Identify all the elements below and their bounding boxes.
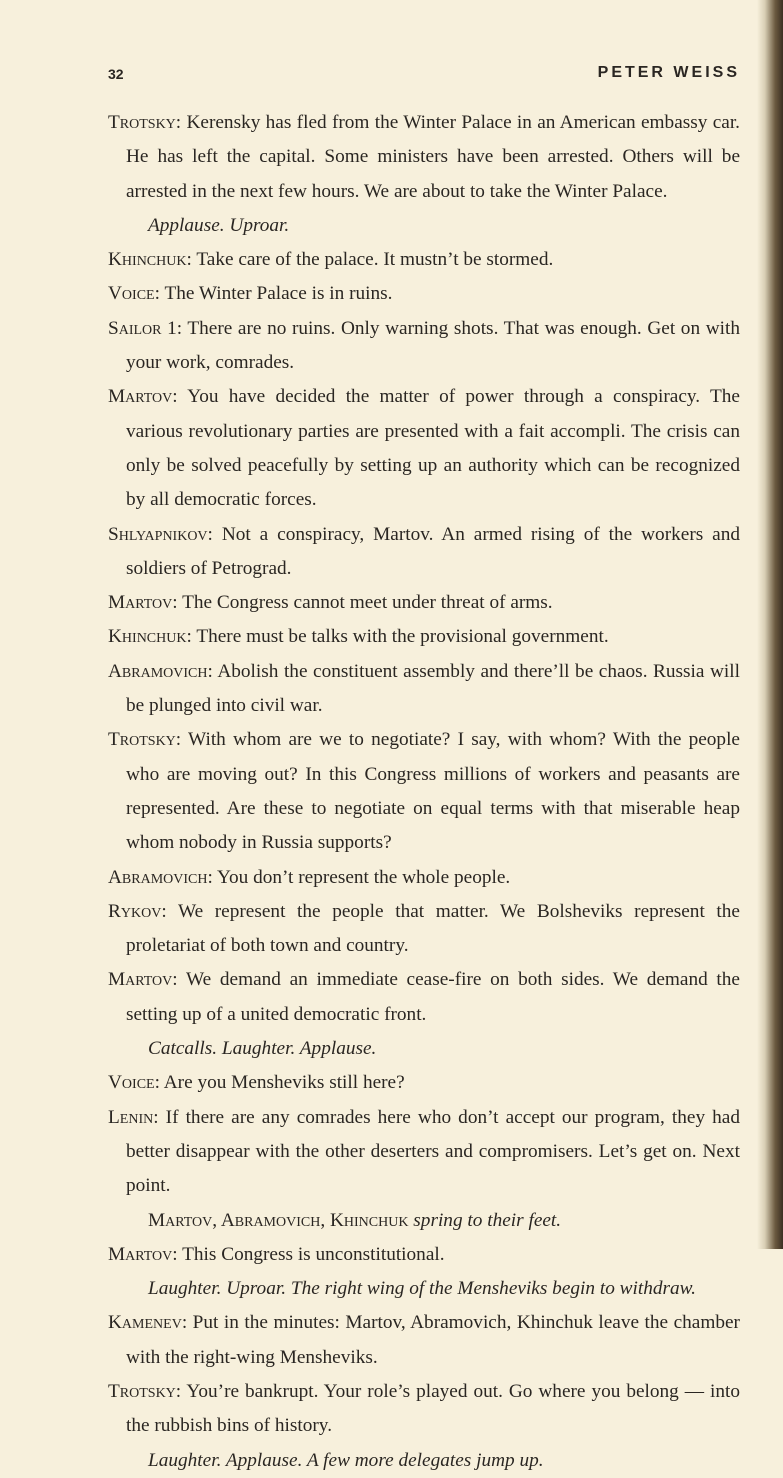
stage-direction-text: Laughter. Uproar. The right wing of the Mensheviks begin to withdraw.	[148, 1278, 696, 1300]
running-head-author: PETER WEISS	[597, 64, 740, 81]
speaker-name: Voice	[108, 283, 155, 305]
speech-text: The Winter Palace is in ruins.	[164, 283, 393, 305]
speech-line: Rykov: We represent the people that matter. We Bolsheviks represent the proletariat of both town and country.	[108, 900, 740, 957]
speech-text: You’re bankrupt. Your role’s played out. Go where you belong — into the rubbish bins of history.	[126, 1380, 740, 1437]
stage-direction	[108, 209, 740, 243]
stage-direction-text: Laughter. Applause. A few more delegates jump up.	[148, 1449, 544, 1471]
speech-text: This Congress is unconstitutional.	[182, 1243, 445, 1265]
stage-direction	[108, 1204, 740, 1238]
speech-text: If there are any comrades here who don’t accept our program, they had better disappear with the other deserters and compromisers. Let’s get on. Next point.	[126, 1106, 740, 1197]
speaker-name: Voice	[108, 1072, 155, 1094]
speaker-name: Trotsky	[108, 1380, 176, 1402]
speech-line: Trotsky: You’re bankrupt. Your role’s played out. Go where you belong — into the rubbish bins of history.	[108, 1380, 740, 1437]
speech-line: Trotsky: With whom are we to negotiate? I say, with whom? With the people who are moving out? In this Congress millions of workers and peasants are represented. Are these to negotiate on equal terms with that miserable heap whom nobody in Russia supports?	[108, 729, 740, 854]
speech-line: Abramovich: You don’t represent the whole people.	[108, 866, 511, 888]
speech-text: We demand an immediate cease-fire on both sides. We demand the setting up of a united democratic front.	[126, 969, 740, 1025]
stage-direction	[108, 1444, 740, 1478]
speaker-name: Khinchuk	[108, 626, 187, 648]
speech-line: Kamenev: Put in the minutes: Martov, Abramovich, Khinchuk leave the chamber with the right-wing Mensheviks.	[108, 1312, 740, 1368]
stage-direction-text: spring to their feet.	[413, 1209, 562, 1231]
speaker-name: Trotsky	[108, 112, 176, 133]
speech-line: Trotsky: Kerensky has fled from the Winter Palace in an American embassy car. He has left the capital. Some ministers have been arrested. Others will be arrested in the next few hours. We are about to take the Winter Palace.	[108, 112, 740, 202]
stage-direction	[108, 1272, 740, 1306]
speaker-name: Kamenev	[108, 1312, 182, 1334]
page-edge-shadow	[757, 0, 783, 1249]
page-number: 32	[108, 66, 124, 82]
speaker-name: Shlyapnikov	[108, 523, 208, 545]
speech-line: Khinchuk: Take care of the palace. It mustn’t be stormed.	[108, 249, 554, 271]
speech-text: Put in the minutes: Martov, Abramovich, Khinchuk leave the chamber with the right-wing Mensheviks.	[126, 1312, 740, 1368]
speech-line: Martov: You have decided the matter of power through a conspiracy. The various revolutionary parties are presented with a fait accompli. The crisis can only be solved peacefully by setting up an authority which can be recognized by all democratic forces.	[108, 386, 740, 511]
speaker-name: Sailor 1	[108, 317, 177, 339]
speech-line: Martov: We demand an immediate cease-fire on both sides. We demand the setting up of a united democratic front.	[108, 969, 740, 1025]
speech-text: We represent the people that matter. We Bolsheviks represent the proletariat of both town and country.	[126, 900, 740, 957]
speaker-name: Martov	[108, 592, 173, 614]
speech-text: Not a conspiracy, Martov. An armed rising of the workers and soldiers of Petrograd.	[126, 523, 740, 579]
speech-line: Voice: The Winter Palace is in ruins.	[108, 283, 393, 305]
speech-line: Shlyapnikov: Not a conspiracy, Martov. An armed rising of the workers and soldiers of Petrograd.	[108, 523, 740, 579]
speech-line: Sailor 1: There are no ruins. Only warning shots. That was enough. Get on with your work, comrades.	[108, 317, 740, 374]
speech-text: The Congress cannot meet under threat of arms.	[182, 592, 553, 614]
speech-line: Martov: This Congress is unconstitutional.	[108, 1243, 445, 1265]
speech-text: You don’t represent the whole people.	[216, 866, 511, 888]
speech-text: Are you Mensheviks still here?	[163, 1072, 405, 1094]
stage-direction	[108, 1032, 740, 1066]
speaker-name: Martov	[108, 1243, 173, 1265]
speech-text: Take care of the palace. It mustn’t be stormed.	[196, 249, 554, 271]
speaker-name: Martov	[108, 386, 173, 408]
speaker-name: Lenin	[108, 1106, 154, 1128]
speech-text: Kerensky has fled from the Winter Palace in an American embassy car. He has left the capital. Some ministers have been arrested. Others will be arrested in the next few hours. We are about to take the Winter Palace.	[126, 112, 740, 202]
stage-direction-names: Martov, Abramovich, Khinchuk	[148, 1209, 409, 1231]
speaker-name: Rykov	[108, 900, 162, 922]
speech-text: Abolish the constituent assembly and there’ll be chaos. Russia will be plunged into civil war.	[126, 660, 741, 717]
speech-line: Lenin: If there are any comrades here who don’t accept our program, they had better disappear with the other deserters and compromisers. Let’s get on. Next point.	[108, 1106, 740, 1197]
speaker-name: Abramovich	[108, 660, 208, 682]
speech-text: There must be talks with the provisional government.	[196, 626, 609, 648]
speaker-name: Trotsky	[108, 729, 176, 751]
speaker-name: Abramovich	[108, 866, 208, 888]
play-text	[108, 106, 740, 1478]
speech-line: Voice: Are you Mensheviks still here?	[108, 1072, 405, 1094]
speech-text: With whom are we to negotiate? I say, with whom? With the people who are moving out? In this Congress millions of workers and peasants are represented. Are these to negotiate on equal terms with that miserable heap whom nobody in Russia supports?	[126, 729, 740, 854]
running-header	[108, 62, 740, 88]
speech-text: You have decided the matter of power through a conspiracy. The various revolutionary parties are presented with a fait accompli. The crisis can only be solved peacefully by setting up an authority which can be recognized by all democratic forces.	[126, 386, 740, 511]
speaker-name: Martov	[108, 969, 173, 991]
speaker-name: Khinchuk	[108, 249, 187, 271]
speech-text: There are no ruins. Only warning shots. That was enough. Get on with your work, comrades.	[126, 317, 740, 374]
speech-line: Abramovich: Abolish the constituent assembly and there’ll be chaos. Russia will be plunged into civil war.	[108, 660, 741, 717]
stage-direction-text: Catcalls. Laughter. Applause.	[148, 1038, 377, 1060]
stage-direction-text: Applause. Uproar.	[148, 214, 290, 236]
speech-line: Khinchuk: There must be talks with the provisional government.	[108, 626, 609, 648]
speech-line: Martov: The Congress cannot meet under threat of arms.	[108, 592, 553, 614]
